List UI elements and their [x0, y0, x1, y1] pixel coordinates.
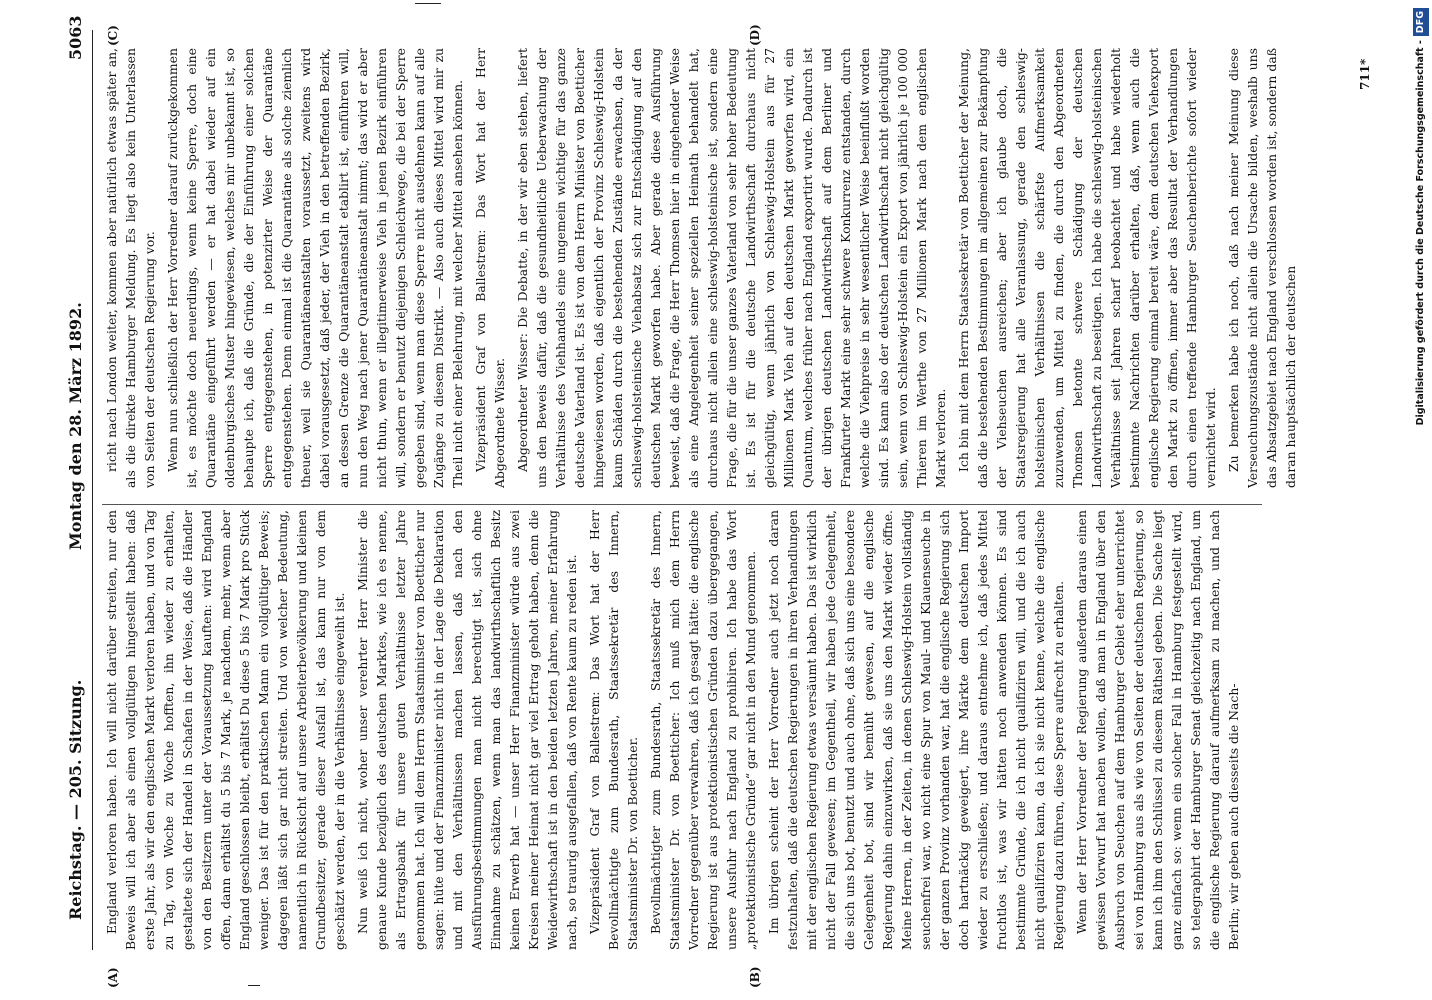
paragraph: Abgeordneter Wisser: Die Debatte, in der wir eben stehen, liefert uns den Beweis dafür, daß die gesundheitliche Ueberwachung der Verhältnisse des Viehhandels eine ungemein wichtige für das ganze deutsche Vaterland ist. Es ist von dem Herrn Minister von Boetticher hingewiesen worden, daß eigentlich der Provinz Schleswig-Holstein kaum Schäden durch die bestehenden Zustände erwachsen, da der schleswig-holsteinische Viehabsatz sich zur Entschädigung auf den deutschen Markt geworfen habe. Aber gerade diese Ausführung beweist, daß die Frage, die Herr Thomsen hier in eingehender Weise als eine Angelegenheit seiner speziellen Heimath behandelt hat, durchaus nicht allein eine schleswig-holsteinische ist, sondern eine Frage, die für die unser ganzes Vaterland von sehr hoher Bedeutung ist. Es ist für die deutsche Landwirthschaft durchaus nicht gleichgültig, wenn jährlich von Schleswig-Holstein aus für 27 Millionen Mark Vieh auf den deutschen Markt geworfen wird, ein Quantum, welches früher nach England exportirt wurde. Dadurch ist der übrigen deutschen Landwirthschaft auf dem Berliner und Frankfurter Markt eine sehr schwere Konkurrenz entstanden, durch welche die Viehpreise in sehr wesentlicher Weise beeinflußt worden sind. Es kann also der deutschen Landwirthschaft nicht gleichgültig sein, wenn von Schleswig-Holstein ein Export von jährlich je 100 000 Thieren im Werthe von 27 Millionen Mark nach dem englischen Markt verloren.: [515, 48, 948, 488]
margin-marker-c: (C): [106, 25, 120, 46]
crop-mark: [248, 985, 260, 986]
document-page: [58, 10, 1388, 990]
paragraph: Bevollmächtigter zum Bundesrath, Staatssekretär des Innern, Staatsminister Dr. von Boetticher: Ich muß mich dem Herrn Vorredner gegenüber verwahren, daß ich gesagt hätte: die englische Regierung ist aus protektionistischen Gründen dazu übergegangen, unsere Ausfuhr nach England zu prohibiren. Ich habe das Wort „protektionistische Gründe“ gar nicht in den Mund genommen.: [648, 510, 758, 950]
speaker-paragraph: Vizepräsident Graf von Ballestrem: Das Wort hat der Herr Abgeordnete Wisser.: [473, 48, 507, 488]
paragraph: Im übrigen scheint der Herr Vorredner auch jetzt noch daran festzuhalten, daß die deutschen Regierungen in ihren Verhandlungen mit der englischen Regierung etwas versäumt haben. Das ist wirklich nicht der Fall gewesen; im Gegentheil, wir haben jede Gelegenheit, die sich uns bot, benutzt und auch ohne, daß sich uns eine besondere Gelegenheit bot, sind wir bemüht gewesen, auf die englische Regierung dahin einzuwirken, daß sie uns den Markt wieder öffne. Meine Herren, in der Zeiten, in denen Schleswig-Holstein vollständig seuchenfrei war, wo nicht eine Spur von Maul- und Klauenseuche in der ganzen Provinz vorhanden war, hat die englische Regierung sich doch hartnäckig geweigert, ihre Märkte dem deutschen Import wieder zu erschließen; und daraus entnehme ich, daß jedes Mittel fruchtlos ist, was wir hätten noch anwenden können. Es sind bestimmte Gründe, die ich nicht qualifiziren will, und die ich auch nicht qualifiziren kann, da ich sie nicht kenne, welche die englische Regierung dazu führen, diese Sperre aufrecht zu erhalten.: [766, 510, 1066, 950]
margin-marker-a: (A): [106, 967, 120, 988]
sheet-signature: 711*: [1358, 58, 1372, 90]
left-column: [102, 510, 1382, 950]
paragraph: England verloren haben. Ich will nicht darüber streiten, nur den Beweis will ich aber als einen vollgültigen hingestellt haben: daß erste Jahr, als wir den englischen Markt verloren haben, und von Tag zu Tag, von Woche zu Woche hofften, ihn wieder zu erhalten, gestaltete sich der Handel in Schafen in der Weise, daß die Händler von den Besitzern unter der Voraussetzung kauften: wird England offen, dann erhältst du 5 bis 7 Mark, je nachdem, mehr, wenn aber England geschlossen bleibt, erhältst Du diese 5 bis 7 Mark pro Stück weniger. Das ist für den praktischen Mann ein vollgültiger Beweis; dagegen läßt sich gar nicht streiten. Und von welcher Bedeutung, namentlich in Rücksicht auf unsere Arbeiterbevölkerung und kleinen Grundbesitzer, gerade dieser Ausfall ist, das kann nur von dem geschätzt werden, der in die Verhältnisse eingeweiht ist.: [104, 510, 347, 950]
margin-marker-d: (D): [748, 24, 762, 46]
header-session: Reichstag. — 205. Sitzung.: [66, 679, 85, 920]
paragraph: Wenn nun schließlich der Herr Vorredner darauf zurückgekommen ist, es möchte doch neuerdings, wenn keine Sperre, doch eine Quarantäne eingeführt werden — er hat dabei wieder auf ein oldenburgisches Muster hingewiesen, welches mir unbekannt ist, so behaupte ich, daß die Gründe, die der Einführung einer solchen Sperre entgegenstehen, in potenzirter Weise der Quarantäne entgegenstehen. Denn einmal ist die Quarantäne als solche ziemlich theuer, weil sie Quarantäneanstalten voraussetzt, zweitens wird dabei vorausgesetzt, daß jeder, der Vieh in den betreffenden Bezirk, an dessen Grenze die Quarantäneanstalt etablirt ist, einführen will, nun den Weg nach jener Quarantäneanstalt nimmt; das wird er aber nicht thun, wenn er illegitimerweise Vieh in jenen Bezirk einführen will, sondern er benutzt diejenigen Schleichwege, die bei der Sperre gegeben sind, wenn man diese Sperre nicht ausdehnen kann auf alle Zugänge zu diesem Distrikt. — Also auch dieses Mittel wird mir zu Theil nicht einer Belehrung, mit welcher Mittel ansehen können.: [165, 48, 465, 488]
right-column: [102, 48, 1382, 488]
header-rule: [92, 30, 93, 950]
paragraph: Nun weiß ich nicht, woher unser verehrter Herr Minister die genaue Kunde bezüglich des deutschen Marktes, wie ich es nenne, als Ertragsbank für unsere guten Verhältnisse letzter Jahre genommen hat. Ich will dem Herrn Staatsminister von Boetticher nur sagen: hüte und der Finanzminister nicht in der Lage die Deklaration und mit den Verhältnissen machen lassen, daß nach den Ausführungsbestimmungen man nicht berechtigt ist, sich ohne Einnahme zu schätzen, wenn man das landwirthschaftlich Besitz keinen Erwerb hat — unser Herr Finanzminister würde aus zwei Kreisen meiner Heimat nicht gar viel Ertrag geholt haben, denn die Weidewirthschaft ist in den beiden letzten Jahren, meiner Erfahrung nach, so traurig ausgefallen, daß von Rente kaum zu reden ist.: [355, 510, 579, 950]
sidebar-credit: [1413, 8, 1429, 992]
credit-label: Digitalisierung gefördert durch die Deutsche Forschungsgemeinschaft -: [1415, 40, 1426, 426]
paragraph: richt nach London weiter, kommen aber natürlich etwas später an, als die direkte Hamburger Meldung. Es liegt also kein Unterlassen von Seiten der deutschen Regierung vor.: [104, 48, 157, 488]
dfg-logo: DFG: [1413, 8, 1429, 36]
paragraph: Wenn der Herr Vorredner der Regierung außerdem daraus einen gewissen Vorwurf hat machen wollen, daß man in England über den Ausbruch von Seuchen auf dem Hamburger Gebiet eher unterrichtet sei von Hamburg aus als wie von Seiten der deutschen Regierung, so kann ich ihm den Schlüssel zu diesem Räthsel geben. Die Sache liegt ganz einfach so: wenn ein solcher Fall in Hamburg festgestellt wird, so telegraphirt der Hamburger Senat gleichzeitig nach England, um die englische Regierung darauf aufmerksam zu machen, und nach Berlin; wir geben auch diesseits die Nach-: [1074, 510, 1241, 950]
header-date: Montag den 28. März 1892.: [66, 302, 85, 550]
margin-marker-b: (B): [748, 966, 762, 988]
column-divider: [102, 504, 1262, 505]
paragraph: Ich bin mit dem Herrn Staatssekretär von Boetticher der Meinung, daß die bestehenden Bestimmungen im allgemeinen zur Bekämpfung der Viehseuchen ausreichen; aber ich glaube doch, die Staatsregierung hat alle Veranlassung, gerade den schleswig-holsteinischen Verhältnissen die schärfste Aufmerksamkeit zuzuwenden, um Mittel zu finden, die durch den Abgeordneten Thomsen betonte schwere Schädigung der deutschen Landwirthschaft zu beseitigen. Ich habe die schleswig-holsteinischen Verhältnisse seit Jahren scharf beobachtet und habe wiederholt bestimmte Nachrichten darüber erhalten, daß, wenn auch die englische Regierung einmal bereit wäre, dem deutschen Viehexport den Markt zu öffnen, immer aber das Resultat der Verhandlungen durch einen treffende Hamburger Seuchenberichte sofort wieder vernichtet wird.: [956, 48, 1218, 488]
speaker-paragraph: Vizepräsident Graf von Ballestrem: Das Wort hat der Herr Bevollmächtigte zum Bundesrath, Staatssekretär des Innern, Staatsminister Dr. von Boetticher.: [587, 510, 640, 950]
crop-mark: [415, 3, 441, 4]
paragraph: Zu bemerken habe ich noch, daß nach meiner Meinung diese Verseuchungszustände nicht allein die Ursache bilden, weshalb uns das Absatzgebiet nach England verschlossen worden ist, sondern daß daran hauptsächlich der deutschen: [1226, 48, 1298, 488]
page-number: 5063: [66, 15, 85, 60]
